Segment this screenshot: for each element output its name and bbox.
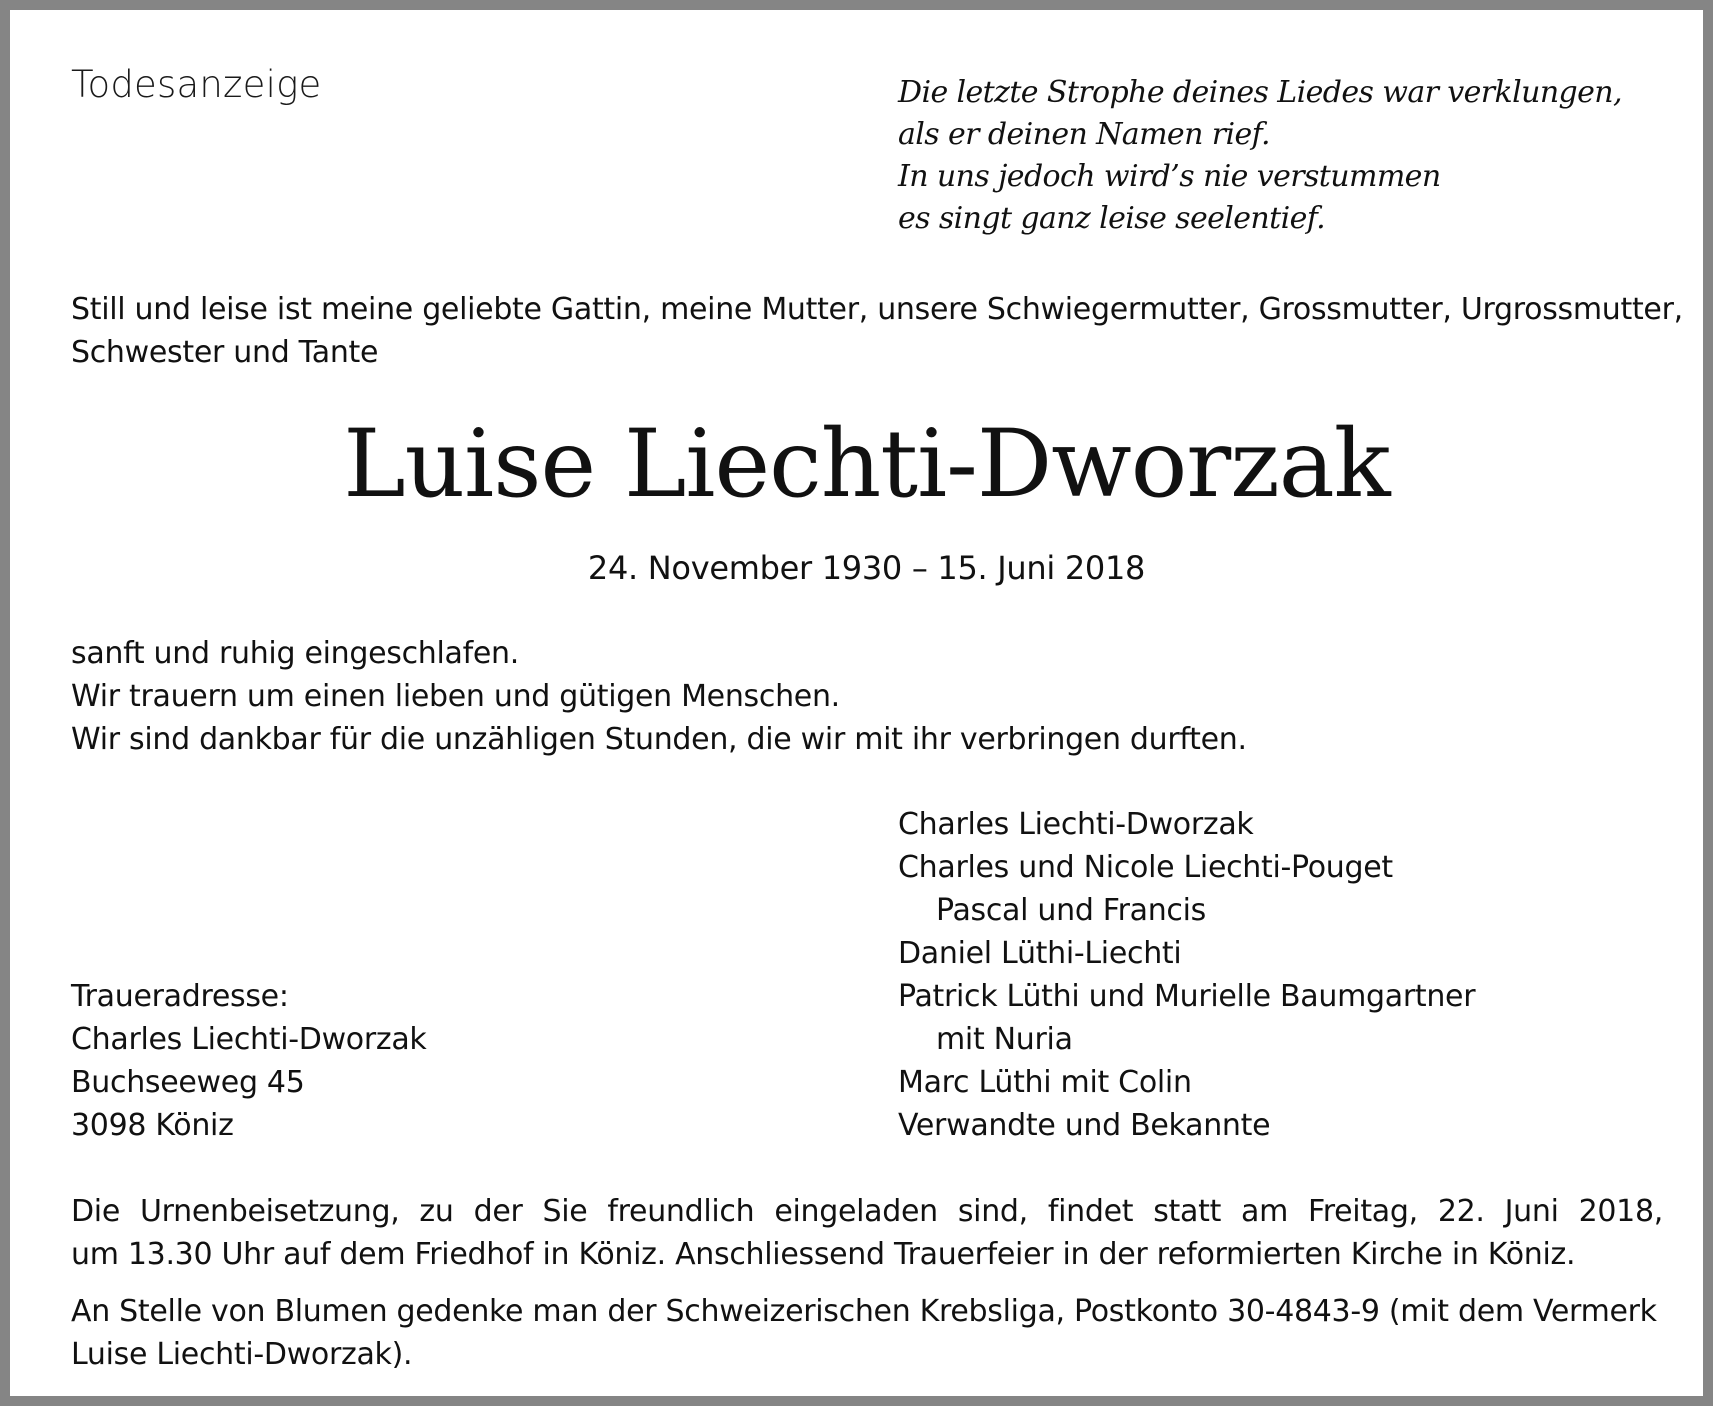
- poem-line: es singt ganz leise seelentief.: [898, 201, 1326, 236]
- mourner-entry: Pascal und Francis: [936, 893, 1206, 928]
- poem-line: In uns jedoch wird’s nie verstummen: [898, 159, 1441, 194]
- ceremony-line: Die Urnenbeisetzung, zu der Sie freundlich eingeladen sind, findet statt am Freitag, 22. Juni 2018,: [71, 1194, 1663, 1229]
- mourner-entry: Daniel Lüthi-Liechti: [898, 936, 1182, 971]
- message-line: sanft und ruhig eingeschlafen.: [71, 636, 519, 671]
- mourner-entry: Verwandte und Bekannte: [898, 1108, 1271, 1143]
- poem-line: als er deinen Namen rief.: [898, 117, 1270, 152]
- message-line: Wir trauern um einen lieben und gütigen Menschen.: [71, 679, 840, 714]
- memorial-poem: [898, 72, 1622, 240]
- donation-info: [71, 1290, 1663, 1376]
- ceremony-line: um 13.30 Uhr auf dem Friedhof in Köniz. Anschliessend Trauerfeier in der reformierten Kirche in Köniz.: [71, 1237, 1576, 1272]
- message-text: [71, 632, 1247, 761]
- address-name: Charles Liechti-Dworzak: [71, 1022, 427, 1057]
- address-city: 3098 Köniz: [71, 1108, 234, 1143]
- notice-type-label: Todesanzeige: [71, 63, 322, 106]
- ceremony-info: [71, 1190, 1663, 1276]
- intro-line: Schwester und Tante: [71, 335, 379, 370]
- mourners-list: [898, 803, 1475, 1147]
- donation-line: Luise Liechti-Dworzak).: [71, 1337, 413, 1372]
- mourner-entry: Marc Lüthi mit Colin: [898, 1065, 1192, 1100]
- address-label: Traueradresse:: [71, 979, 289, 1014]
- message-line: Wir sind dankbar für die unzähligen Stunden, die wir mit ihr verbringen durften.: [71, 722, 1247, 757]
- address-street: Buchseeweg 45: [71, 1065, 305, 1100]
- mourner-entry: mit Nuria: [936, 1022, 1073, 1057]
- mourner-entry: Charles und Nicole Liechti-Pouget: [898, 850, 1393, 885]
- poem-line: Die letzte Strophe deines Liedes war verklungen,: [898, 75, 1622, 110]
- mourner-entry: Patrick Lüthi und Murielle Baumgartner: [898, 979, 1476, 1014]
- intro-text: [71, 288, 1683, 374]
- life-dates: 24. November 1930 – 15. Juni 2018: [587, 549, 1146, 587]
- deceased-name: Luise Liechti-Dworzak: [343, 410, 1390, 519]
- mourning-address: [71, 975, 427, 1147]
- intro-line: Still und leise ist meine geliebte Gattin, meine Mutter, unsere Schwiegermutter, Grossmutter, Urgrossmutter,: [71, 292, 1683, 327]
- donation-line: An Stelle von Blumen gedenke man der Schweizerischen Krebsliga, Postkonto 30-4843-9 (mit dem Vermerk: [71, 1294, 1657, 1329]
- mourner-entry: Charles Liechti-Dworzak: [898, 807, 1254, 842]
